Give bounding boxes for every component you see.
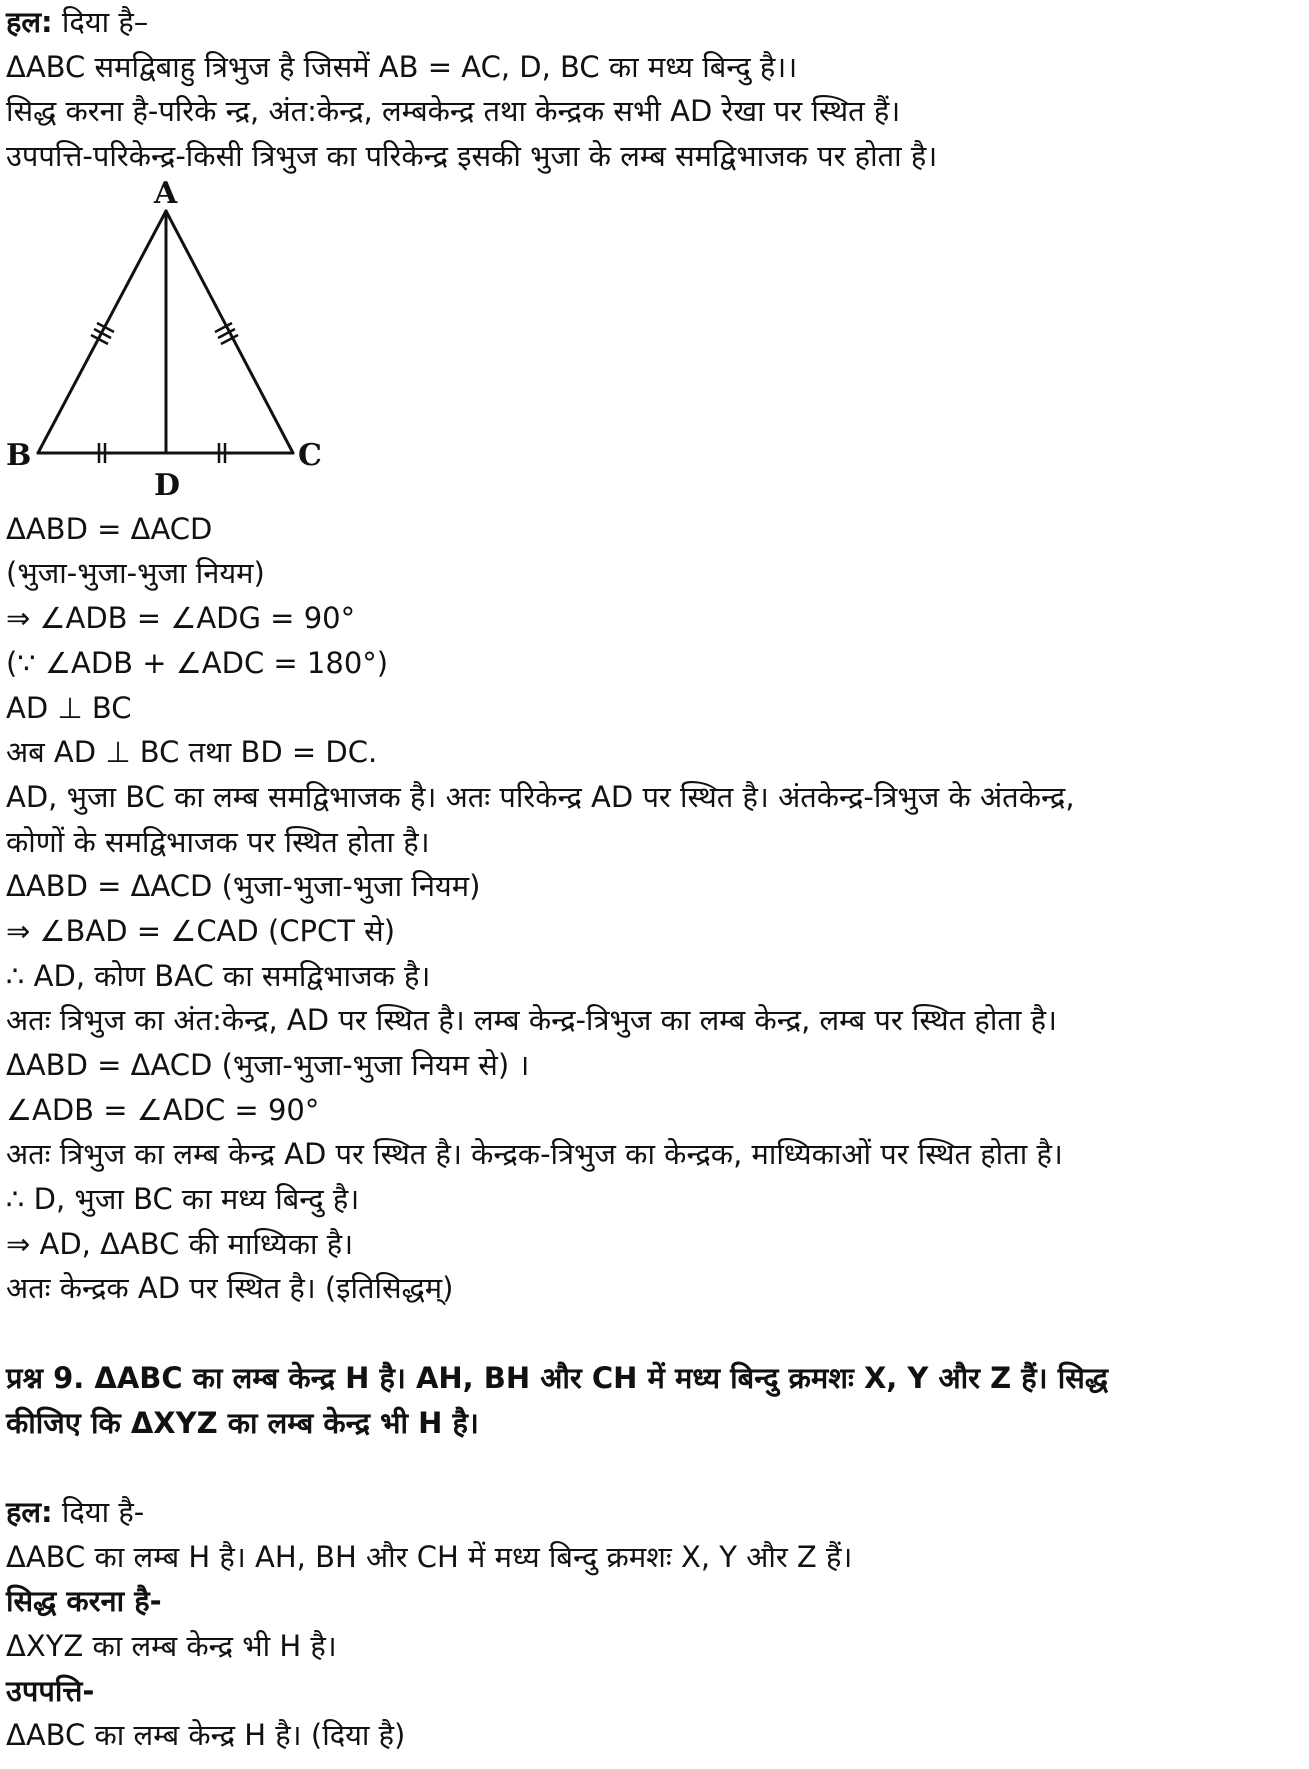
proof-line: अब AD ⊥ BC तथा BD = DC. bbox=[6, 735, 378, 770]
proof-line: ⇒ AD, ΔABC की माध्यिका है। bbox=[6, 1226, 354, 1261]
proof-line: ⇒ ∠BAD = ∠CAD (CPCT से) bbox=[6, 913, 396, 948]
proof-intro-line: उपपत्ति-परिकेन्द्र-किसी त्रिभुज का परिकेन्द्र इसकी भुजा के लम्ब समद्विभाजक पर होता है। bbox=[6, 139, 938, 174]
proof-line: अतः त्रिभुज का लम्ब केन्द्र AD पर स्थित है। केन्द्रक-त्रिभुज का केन्द्रक, माध्यिकाओं पर स्थित होता है। bbox=[6, 1137, 1063, 1172]
proof-line: (∵ ∠ADB + ∠ADC = 180°) bbox=[6, 645, 389, 680]
proof-line: अतः त्रिभुज का अंत:केन्द्र, AD पर स्थित है। लम्ब केन्द्र-त्रिभुज का लम्ब केन्द्र, लम्ब पर स्थित होता है। bbox=[6, 1003, 1057, 1038]
to-prove-line: सिद्ध करना है-परिके न्द्र, अंत:केन्द्र, लम्बकेन्द्र तथा केन्द्रक सभी AD रेखा पर स्थित हैं। bbox=[6, 94, 901, 129]
vertex-label-b: B bbox=[6, 437, 32, 473]
hal-text-2: दिया है- bbox=[52, 1494, 145, 1529]
proof-line: ΔABD = ΔACD (भुजा-भुजा-भुजा नियम से) । bbox=[6, 1048, 530, 1082]
proof-line: ΔABD = ΔACD bbox=[6, 511, 213, 546]
given-line-2: ΔABC का लम्ब H है। AH, BH और CH में मध्य बिन्दु क्रमशः X, Y और Z हैं। bbox=[6, 1539, 853, 1574]
vertex-label-d: D bbox=[154, 467, 181, 503]
hal-label-2: हल: bbox=[6, 1494, 53, 1529]
proof-line: ΔABD = ΔACD (भुजा-भुजा-भुजा नियम) bbox=[6, 869, 481, 904]
spacer bbox=[6, 1445, 1302, 1490]
proof-line: AD, भुजा BC का लम्ब समद्विभाजक है। अतः परिकेन्द्र AD पर स्थित है। अंतकेन्द्र-त्रिभुज के अंतकेन्द्र, bbox=[6, 779, 1075, 814]
solution2-heading-line bbox=[6, 1490, 1302, 1535]
given-line: ΔABC समद्विबाहु त्रिभुज है जिसमें AB = AC, D, BC का मध्य बिन्दु है।। bbox=[6, 49, 798, 84]
question-heading-line-2: कीजिए कि ΔXYZ का लम्ब केन्द्र भी H है। bbox=[6, 1405, 479, 1440]
proof-line: (भुजा-भुजा-भुजा नियम) bbox=[6, 556, 265, 591]
isosceles-triangle-diagram bbox=[6, 181, 346, 507]
document-page bbox=[6, 0, 1302, 1758]
spacer bbox=[6, 1311, 1302, 1356]
vertex-label-a: A bbox=[154, 180, 178, 211]
vertex-label-c: C bbox=[298, 437, 322, 473]
proof-line: AD ⊥ BC bbox=[6, 690, 132, 725]
to-prove-line-2: ΔXYZ का लम्ब केन्द्र भी H है। bbox=[6, 1628, 337, 1663]
triangle-figure bbox=[6, 181, 346, 507]
proof-line: ⇒ ∠ADB = ∠ADG = 90° bbox=[6, 601, 356, 636]
proof-line: कोणों के समद्विभाजक पर स्थित होता है। bbox=[6, 824, 430, 859]
hal-label: हल: bbox=[6, 5, 53, 39]
proof-label: उपपत्ति- bbox=[6, 1673, 95, 1708]
question-heading-line-1: प्रश्न 9. ΔABC का लम्ब केन्द्र H है। AH, BH और CH में मध्य बिन्दु क्रमशः X, Y और Z हैं। सिद्ध bbox=[6, 1360, 1109, 1395]
proof-line: अतः केन्द्रक AD पर स्थित है। (इतिसिद्धम्) bbox=[6, 1271, 454, 1306]
proof-line: ∴ D, भुजा BC का मध्य बिन्दु है। bbox=[6, 1182, 360, 1217]
hal-text: दिया है– bbox=[52, 5, 149, 39]
proof-line: ∴ AD, कोण BAC का समद्विभाजक है। bbox=[6, 958, 431, 993]
to-prove-label: सिद्ध करना है- bbox=[6, 1584, 162, 1619]
solution-heading-line bbox=[6, 0, 1302, 45]
proof-line: ∠ADB = ∠ADC = 90° bbox=[6, 1092, 320, 1127]
proof-line-2: ΔABC का लम्ब केन्द्र H है। (दिया है) bbox=[6, 1718, 406, 1753]
